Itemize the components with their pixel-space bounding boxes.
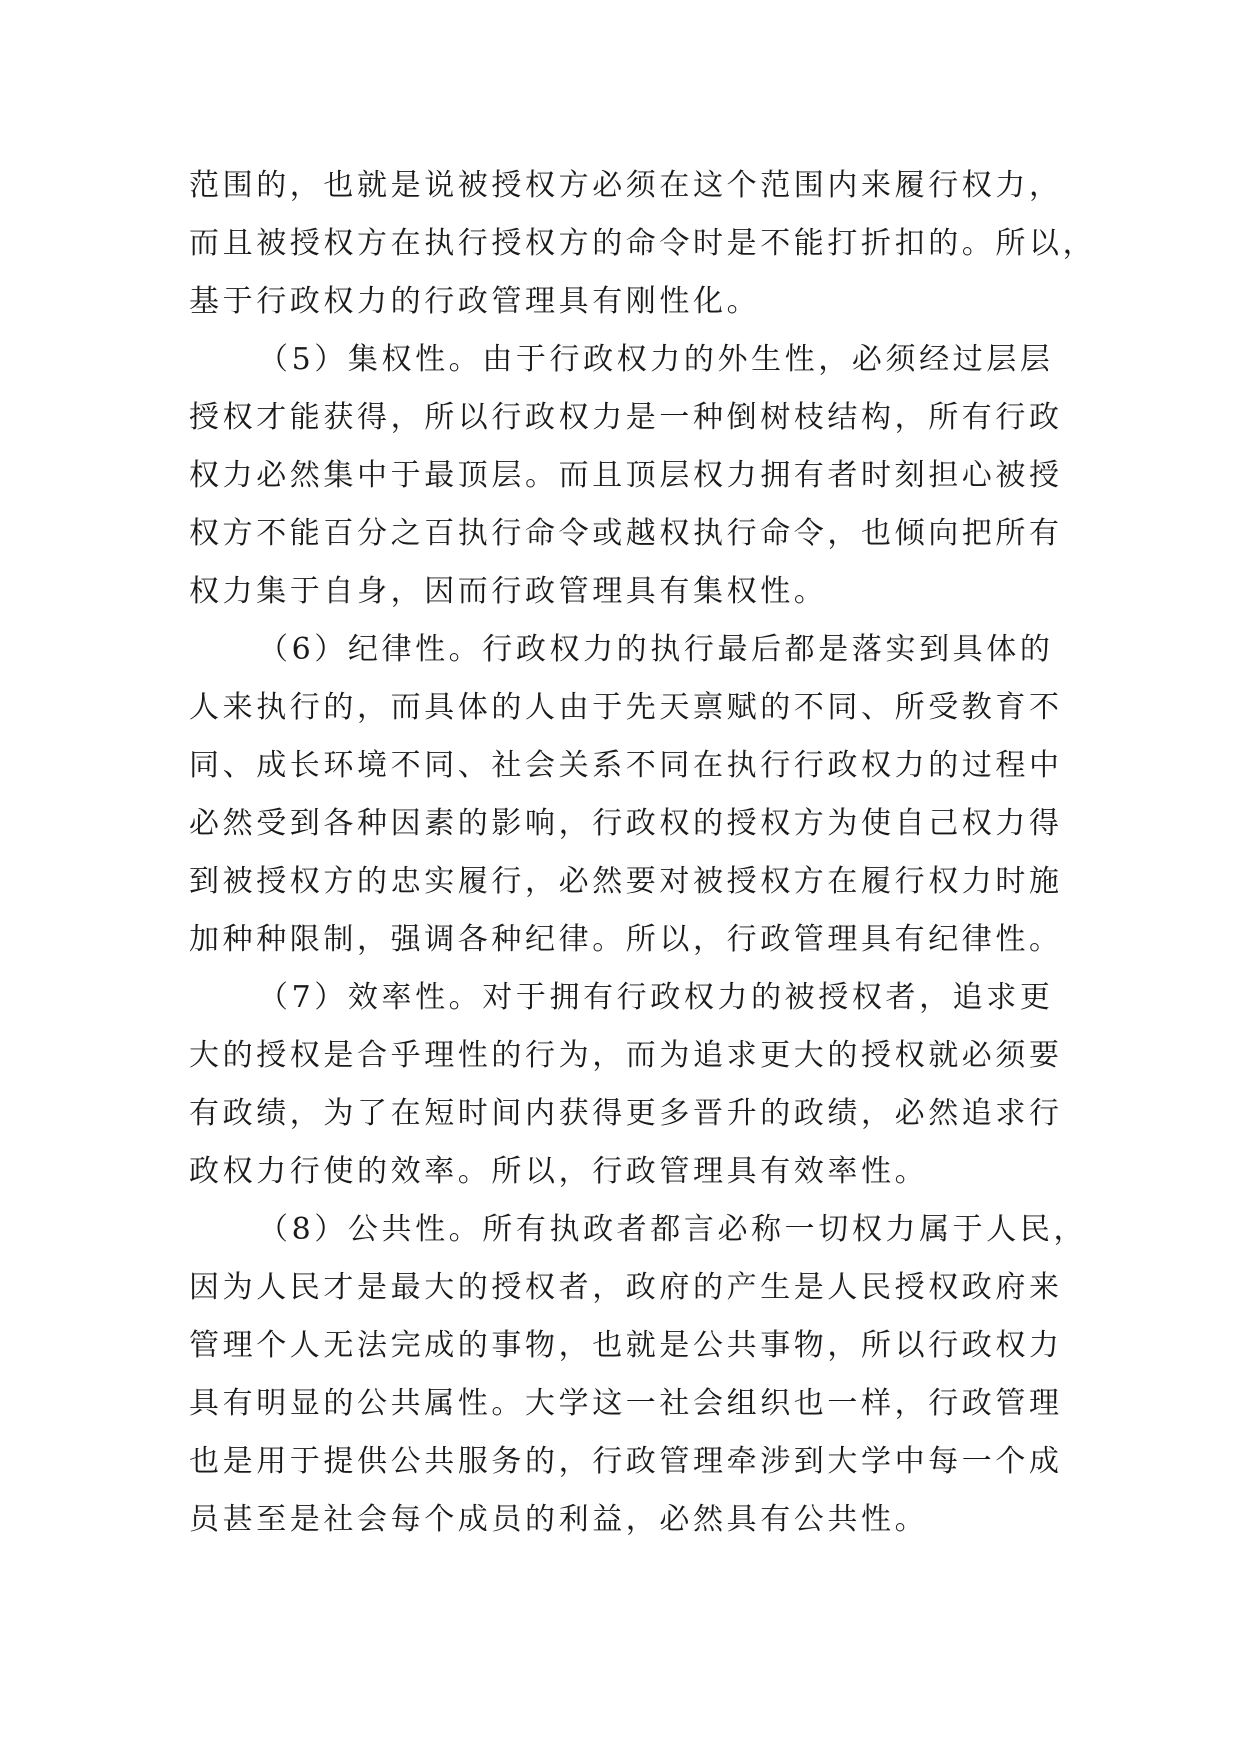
text-line: 也是用于提供公共服务的，行政管理牵涉到大学中每一个成	[189, 1444, 1063, 1479]
text-line: 政权力行使的效率。所以，行政管理具有效率性。	[189, 1154, 929, 1189]
paragraph-first-line: （6）纪律性。行政权力的执行最后都是落实到具体的	[258, 632, 1054, 667]
text-line: 必然受到各种因素的影响，行政权的授权方为使自己权力得	[189, 806, 1063, 841]
text-line: 范围的，也就是说被授权方必须在这个范围内来履行权力，	[189, 168, 1063, 203]
text-line: 基于行政权力的行政管理具有刚性化。	[189, 284, 761, 319]
text-line: 到被授权方的忠实履行，必然要对被授权方在履行权力时施	[189, 864, 1063, 899]
paragraph-first-line: （5）集权性。由于行政权力的外生性，必须经过层层	[258, 342, 1054, 377]
text-line: 同、成长环境不同、社会关系不同在执行行政权力的过程中	[189, 748, 1063, 783]
paragraph-first-line: （7）效率性。对于拥有行政权力的被授权者，追求更	[258, 980, 1054, 1015]
text-line: 员甚至是社会每个成员的利益，必然具有公共性。	[189, 1502, 929, 1537]
text-line: 大的授权是合乎理性的行为，而为追求更大的授权就必须要	[189, 1038, 1063, 1073]
text-line: 因为人民才是最大的授权者，政府的产生是人民授权政府来	[189, 1270, 1063, 1305]
text-line: 有政绩，为了在短时间内获得更多晋升的政绩，必然追求行	[189, 1096, 1063, 1131]
text-line: 而且被授权方在执行授权方的命令时是不能打折扣的。所以，	[189, 226, 1097, 261]
text-line: 权力必然集中于最顶层。而且顶层权力拥有者时刻担心被授	[189, 458, 1063, 493]
text-line: 管理个人无法完成的事物，也就是公共事物，所以行政权力	[189, 1328, 1063, 1363]
paragraph-first-line: （8）公共性。所有执政者都言必称一切权力属于人民，	[258, 1212, 1088, 1247]
body-text	[189, 157, 1097, 1549]
text-line: 加种种限制，强调各种纪律。所以，行政管理具有纪律性。	[189, 922, 1063, 957]
text-line: 具有明显的公共属性。大学这一社会组织也一样，行政管理	[189, 1386, 1063, 1421]
text-line: 授权才能获得，所以行政权力是一种倒树枝结构，所有行政	[189, 400, 1063, 435]
text-line: 权方不能百分之百执行命令或越权执行命令，也倾向把所有	[189, 516, 1063, 551]
text-line: 权力集于自身，因而行政管理具有集权性。	[189, 574, 828, 609]
text-line: 人来执行的，而具体的人由于先天禀赋的不同、所受教育不	[189, 690, 1063, 725]
